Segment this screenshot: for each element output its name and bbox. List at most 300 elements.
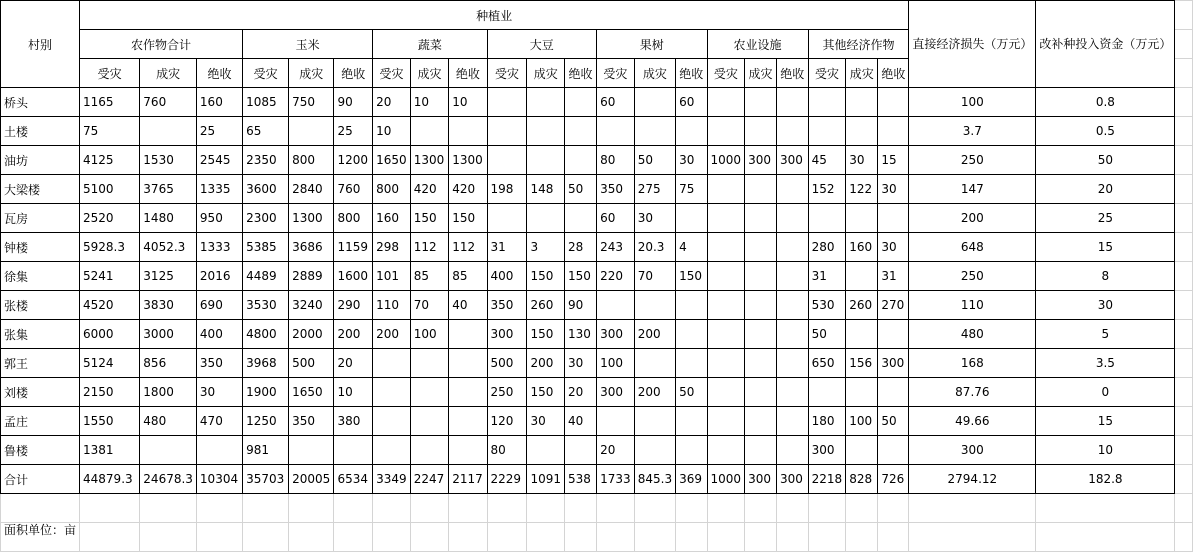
value-cell[interactable]: 1165	[80, 88, 140, 117]
village-cell[interactable]: 张楼	[1, 291, 80, 320]
value-cell[interactable]: 100	[410, 320, 448, 349]
value-cell[interactable]: 150	[676, 262, 707, 291]
value-cell[interactable]	[878, 436, 909, 465]
header-village[interactable]: 村别	[1, 1, 80, 88]
value-cell[interactable]: 50	[808, 320, 846, 349]
value-cell[interactable]: 160	[196, 88, 242, 117]
value-cell[interactable]	[565, 204, 597, 233]
value-cell[interactable]: 200	[634, 320, 675, 349]
value-cell[interactable]: 300	[878, 349, 909, 378]
value-cell[interactable]: 85	[410, 262, 448, 291]
value-cell[interactable]: 260	[846, 291, 878, 320]
empty-cell[interactable]	[676, 523, 707, 552]
value-cell[interactable]: 70	[634, 262, 675, 291]
value-cell[interactable]: 112	[449, 233, 487, 262]
loss-cell[interactable]: 147	[909, 175, 1036, 204]
value-cell[interactable]	[676, 407, 707, 436]
value-cell[interactable]: 2000	[289, 320, 334, 349]
value-cell[interactable]	[707, 117, 745, 146]
area-unit-note[interactable]: 面积单位：亩	[1, 523, 80, 552]
value-cell[interactable]: 198	[487, 175, 527, 204]
value-cell[interactable]	[676, 117, 707, 146]
value-cell[interactable]	[707, 262, 745, 291]
value-cell[interactable]: 6000	[80, 320, 140, 349]
value-cell[interactable]: 200	[634, 378, 675, 407]
invest-cell[interactable]: 0.8	[1036, 88, 1175, 117]
value-cell[interactable]: 1600	[334, 262, 373, 291]
village-cell[interactable]: 合计	[1, 465, 80, 494]
value-cell[interactable]	[745, 117, 777, 146]
value-cell[interactable]	[707, 233, 745, 262]
header-group-fruit[interactable]: 果树	[597, 30, 707, 59]
value-cell[interactable]: 160	[846, 233, 878, 262]
value-cell[interactable]: 3530	[243, 291, 289, 320]
village-cell[interactable]: 大梁楼	[1, 175, 80, 204]
invest-cell[interactable]: 0.5	[1036, 117, 1175, 146]
invest-cell[interactable]: 50	[1036, 146, 1175, 175]
village-cell[interactable]: 钟楼	[1, 233, 80, 262]
empty-cell[interactable]	[1175, 465, 1193, 494]
value-cell[interactable]	[634, 117, 675, 146]
value-cell[interactable]	[707, 378, 745, 407]
value-cell[interactable]: 2247	[410, 465, 448, 494]
subheader-failed[interactable]: 绝收	[776, 59, 808, 88]
value-cell[interactable]: 2350	[243, 146, 289, 175]
empty-cell[interactable]	[776, 523, 808, 552]
value-cell[interactable]: 160	[373, 204, 411, 233]
invest-cell[interactable]: 15	[1036, 233, 1175, 262]
invest-cell[interactable]: 182.8	[1036, 465, 1175, 494]
value-cell[interactable]: 150	[527, 378, 565, 407]
value-cell[interactable]: 2229	[487, 465, 527, 494]
header-planting[interactable]: 种植业	[80, 1, 909, 30]
value-cell[interactable]: 1381	[80, 436, 140, 465]
value-cell[interactable]: 44879.3	[80, 465, 140, 494]
empty-cell[interactable]	[1175, 291, 1193, 320]
value-cell[interactable]: 4052.3	[140, 233, 197, 262]
value-cell[interactable]: 538	[565, 465, 597, 494]
empty-cell[interactable]	[243, 523, 289, 552]
value-cell[interactable]	[373, 378, 411, 407]
value-cell[interactable]	[776, 262, 808, 291]
value-cell[interactable]: 1335	[196, 175, 242, 204]
subheader-affected[interactable]: 受灾	[80, 59, 140, 88]
value-cell[interactable]: 760	[140, 88, 197, 117]
value-cell[interactable]: 85	[449, 262, 487, 291]
value-cell[interactable]: 5928.3	[80, 233, 140, 262]
empty-cell[interactable]	[410, 494, 448, 523]
value-cell[interactable]: 30	[846, 146, 878, 175]
value-cell[interactable]: 40	[449, 291, 487, 320]
empty-cell[interactable]	[808, 523, 846, 552]
invest-cell[interactable]: 10	[1036, 436, 1175, 465]
value-cell[interactable]: 500	[289, 349, 334, 378]
invest-cell[interactable]: 3.5	[1036, 349, 1175, 378]
header-group-total[interactable]: 农作物合计	[80, 30, 243, 59]
subheader-affected[interactable]: 受灾	[373, 59, 411, 88]
value-cell[interactable]: 530	[808, 291, 846, 320]
empty-cell[interactable]	[1175, 436, 1193, 465]
value-cell[interactable]: 25	[334, 117, 373, 146]
empty-cell[interactable]	[1175, 1, 1193, 30]
value-cell[interactable]: 156	[846, 349, 878, 378]
value-cell[interactable]: 420	[410, 175, 448, 204]
value-cell[interactable]	[707, 204, 745, 233]
value-cell[interactable]: 120	[487, 407, 527, 436]
value-cell[interactable]	[289, 117, 334, 146]
value-cell[interactable]	[676, 204, 707, 233]
value-cell[interactable]	[846, 117, 878, 146]
value-cell[interactable]: 130	[565, 320, 597, 349]
value-cell[interactable]	[373, 349, 411, 378]
value-cell[interactable]: 5385	[243, 233, 289, 262]
value-cell[interactable]	[449, 117, 487, 146]
value-cell[interactable]	[808, 378, 846, 407]
value-cell[interactable]: 290	[334, 291, 373, 320]
value-cell[interactable]: 45	[808, 146, 846, 175]
empty-cell[interactable]	[243, 494, 289, 523]
loss-cell[interactable]: 200	[909, 204, 1036, 233]
subheader-disaster[interactable]: 成灾	[410, 59, 448, 88]
value-cell[interactable]: 50	[878, 407, 909, 436]
empty-cell[interactable]	[846, 494, 878, 523]
empty-cell[interactable]	[1, 494, 80, 523]
value-cell[interactable]	[565, 117, 597, 146]
value-cell[interactable]: 220	[597, 262, 635, 291]
value-cell[interactable]	[527, 146, 565, 175]
value-cell[interactable]: 3686	[289, 233, 334, 262]
value-cell[interactable]: 260	[527, 291, 565, 320]
value-cell[interactable]: 100	[597, 349, 635, 378]
loss-cell[interactable]: 250	[909, 146, 1036, 175]
value-cell[interactable]: 3000	[140, 320, 197, 349]
value-cell[interactable]: 1300	[449, 146, 487, 175]
value-cell[interactable]: 2016	[196, 262, 242, 291]
value-cell[interactable]: 300	[487, 320, 527, 349]
value-cell[interactable]: 4520	[80, 291, 140, 320]
value-cell[interactable]: 30	[878, 175, 909, 204]
value-cell[interactable]	[634, 88, 675, 117]
invest-cell[interactable]: 20	[1036, 175, 1175, 204]
value-cell[interactable]: 1650	[373, 146, 411, 175]
value-cell[interactable]	[776, 233, 808, 262]
value-cell[interactable]: 31	[487, 233, 527, 262]
value-cell[interactable]: 150	[449, 204, 487, 233]
value-cell[interactable]: 50	[676, 378, 707, 407]
value-cell[interactable]: 300	[597, 378, 635, 407]
empty-cell[interactable]	[1175, 320, 1193, 349]
value-cell[interactable]: 70	[410, 291, 448, 320]
value-cell[interactable]: 80	[487, 436, 527, 465]
value-cell[interactable]	[449, 349, 487, 378]
value-cell[interactable]	[745, 291, 777, 320]
value-cell[interactable]: 50	[565, 175, 597, 204]
value-cell[interactable]: 726	[878, 465, 909, 494]
value-cell[interactable]: 10	[449, 88, 487, 117]
empty-cell[interactable]	[1036, 494, 1175, 523]
value-cell[interactable]: 300	[776, 146, 808, 175]
subheader-affected[interactable]: 受灾	[597, 59, 635, 88]
value-cell[interactable]	[373, 436, 411, 465]
value-cell[interactable]: 1530	[140, 146, 197, 175]
empty-cell[interactable]	[1175, 262, 1193, 291]
empty-cell[interactable]	[707, 523, 745, 552]
empty-cell[interactable]	[1175, 117, 1193, 146]
value-cell[interactable]: 480	[140, 407, 197, 436]
value-cell[interactable]: 20	[597, 436, 635, 465]
value-cell[interactable]	[808, 117, 846, 146]
value-cell[interactable]: 1250	[243, 407, 289, 436]
value-cell[interactable]	[565, 88, 597, 117]
value-cell[interactable]: 3240	[289, 291, 334, 320]
value-cell[interactable]	[776, 320, 808, 349]
value-cell[interactable]: 40	[565, 407, 597, 436]
empty-cell[interactable]	[1175, 523, 1193, 552]
value-cell[interactable]: 65	[243, 117, 289, 146]
subheader-failed[interactable]: 绝收	[196, 59, 242, 88]
value-cell[interactable]	[707, 436, 745, 465]
header-group-facility[interactable]: 农业设施	[707, 30, 808, 59]
value-cell[interactable]	[597, 291, 635, 320]
value-cell[interactable]: 28	[565, 233, 597, 262]
value-cell[interactable]: 10	[410, 88, 448, 117]
subheader-failed[interactable]: 绝收	[334, 59, 373, 88]
value-cell[interactable]: 350	[487, 291, 527, 320]
value-cell[interactable]: 828	[846, 465, 878, 494]
value-cell[interactable]: 1000	[707, 146, 745, 175]
value-cell[interactable]: 200	[527, 349, 565, 378]
value-cell[interactable]	[565, 146, 597, 175]
value-cell[interactable]	[334, 436, 373, 465]
empty-cell[interactable]	[487, 523, 527, 552]
subheader-affected[interactable]: 受灾	[707, 59, 745, 88]
value-cell[interactable]: 1000	[707, 465, 745, 494]
value-cell[interactable]: 981	[243, 436, 289, 465]
value-cell[interactable]: 35703	[243, 465, 289, 494]
value-cell[interactable]: 20.3	[634, 233, 675, 262]
value-cell[interactable]	[745, 320, 777, 349]
value-cell[interactable]	[410, 407, 448, 436]
value-cell[interactable]	[196, 436, 242, 465]
loss-cell[interactable]: 648	[909, 233, 1036, 262]
value-cell[interactable]: 3830	[140, 291, 197, 320]
value-cell[interactable]: 1550	[80, 407, 140, 436]
value-cell[interactable]	[707, 175, 745, 204]
value-cell[interactable]	[634, 291, 675, 320]
empty-cell[interactable]	[80, 523, 140, 552]
value-cell[interactable]	[745, 378, 777, 407]
header-group-vegetable[interactable]: 蔬菜	[373, 30, 487, 59]
value-cell[interactable]	[745, 204, 777, 233]
value-cell[interactable]: 150	[527, 262, 565, 291]
value-cell[interactable]: 2117	[449, 465, 487, 494]
header-group-soybean[interactable]: 大豆	[487, 30, 597, 59]
value-cell[interactable]: 31	[808, 262, 846, 291]
empty-cell[interactable]	[289, 494, 334, 523]
value-cell[interactable]	[676, 436, 707, 465]
village-cell[interactable]: 刘楼	[1, 378, 80, 407]
value-cell[interactable]: 760	[334, 175, 373, 204]
value-cell[interactable]: 350	[597, 175, 635, 204]
village-cell[interactable]: 土楼	[1, 117, 80, 146]
subheader-failed[interactable]: 绝收	[565, 59, 597, 88]
empty-cell[interactable]	[1175, 233, 1193, 262]
value-cell[interactable]	[808, 204, 846, 233]
invest-cell[interactable]: 8	[1036, 262, 1175, 291]
empty-cell[interactable]	[565, 523, 597, 552]
value-cell[interactable]: 1200	[334, 146, 373, 175]
empty-cell[interactable]	[373, 523, 411, 552]
value-cell[interactable]: 1159	[334, 233, 373, 262]
value-cell[interactable]: 1900	[243, 378, 289, 407]
value-cell[interactable]: 300	[745, 146, 777, 175]
value-cell[interactable]	[745, 175, 777, 204]
value-cell[interactable]: 30	[878, 233, 909, 262]
value-cell[interactable]	[776, 436, 808, 465]
value-cell[interactable]	[846, 262, 878, 291]
invest-cell[interactable]: 25	[1036, 204, 1175, 233]
value-cell[interactable]: 1800	[140, 378, 197, 407]
value-cell[interactable]	[707, 88, 745, 117]
value-cell[interactable]	[846, 204, 878, 233]
subheader-affected[interactable]: 受灾	[808, 59, 846, 88]
value-cell[interactable]	[410, 436, 448, 465]
value-cell[interactable]	[487, 146, 527, 175]
value-cell[interactable]: 350	[196, 349, 242, 378]
value-cell[interactable]	[527, 204, 565, 233]
empty-cell[interactable]	[1175, 378, 1193, 407]
value-cell[interactable]: 3968	[243, 349, 289, 378]
empty-cell[interactable]	[565, 494, 597, 523]
value-cell[interactable]	[449, 378, 487, 407]
value-cell[interactable]: 2150	[80, 378, 140, 407]
value-cell[interactable]: 950	[196, 204, 242, 233]
value-cell[interactable]	[776, 349, 808, 378]
value-cell[interactable]: 5241	[80, 262, 140, 291]
value-cell[interactable]	[878, 378, 909, 407]
value-cell[interactable]: 300	[808, 436, 846, 465]
value-cell[interactable]: 243	[597, 233, 635, 262]
empty-cell[interactable]	[1175, 175, 1193, 204]
value-cell[interactable]: 4800	[243, 320, 289, 349]
value-cell[interactable]: 3125	[140, 262, 197, 291]
value-cell[interactable]	[878, 204, 909, 233]
value-cell[interactable]: 3600	[243, 175, 289, 204]
value-cell[interactable]: 1733	[597, 465, 635, 494]
value-cell[interactable]: 650	[808, 349, 846, 378]
empty-cell[interactable]	[745, 523, 777, 552]
village-cell[interactable]: 鲁楼	[1, 436, 80, 465]
value-cell[interactable]	[634, 349, 675, 378]
value-cell[interactable]: 2545	[196, 146, 242, 175]
value-cell[interactable]: 20	[334, 349, 373, 378]
empty-cell[interactable]	[1175, 204, 1193, 233]
subheader-failed[interactable]: 绝收	[878, 59, 909, 88]
empty-cell[interactable]	[196, 494, 242, 523]
value-cell[interactable]	[776, 378, 808, 407]
empty-cell[interactable]	[1175, 88, 1193, 117]
value-cell[interactable]	[776, 291, 808, 320]
value-cell[interactable]: 369	[676, 465, 707, 494]
value-cell[interactable]	[707, 349, 745, 378]
value-cell[interactable]: 152	[808, 175, 846, 204]
empty-cell[interactable]	[878, 523, 909, 552]
loss-cell[interactable]: 300	[909, 436, 1036, 465]
value-cell[interactable]: 6534	[334, 465, 373, 494]
value-cell[interactable]: 90	[334, 88, 373, 117]
value-cell[interactable]	[634, 436, 675, 465]
empty-cell[interactable]	[373, 494, 411, 523]
value-cell[interactable]: 275	[634, 175, 675, 204]
value-cell[interactable]: 150	[527, 320, 565, 349]
empty-cell[interactable]	[527, 494, 565, 523]
invest-cell[interactable]: 15	[1036, 407, 1175, 436]
value-cell[interactable]	[634, 407, 675, 436]
value-cell[interactable]	[487, 88, 527, 117]
village-cell[interactable]: 徐集	[1, 262, 80, 291]
subheader-failed[interactable]: 绝收	[449, 59, 487, 88]
value-cell[interactable]	[527, 436, 565, 465]
empty-cell[interactable]	[196, 523, 242, 552]
value-cell[interactable]: 20	[565, 378, 597, 407]
value-cell[interactable]: 800	[334, 204, 373, 233]
value-cell[interactable]: 1085	[243, 88, 289, 117]
value-cell[interactable]	[707, 291, 745, 320]
value-cell[interactable]: 845.3	[634, 465, 675, 494]
empty-cell[interactable]	[1175, 146, 1193, 175]
value-cell[interactable]: 400	[487, 262, 527, 291]
value-cell[interactable]: 750	[289, 88, 334, 117]
empty-cell[interactable]	[140, 523, 197, 552]
value-cell[interactable]: 2218	[808, 465, 846, 494]
empty-cell[interactable]	[878, 494, 909, 523]
value-cell[interactable]	[140, 117, 197, 146]
value-cell[interactable]	[846, 88, 878, 117]
value-cell[interactable]: 100	[846, 407, 878, 436]
value-cell[interactable]: 10	[334, 378, 373, 407]
subheader-disaster[interactable]: 成灾	[745, 59, 777, 88]
value-cell[interactable]	[745, 262, 777, 291]
value-cell[interactable]: 20005	[289, 465, 334, 494]
subheader-disaster[interactable]: 成灾	[527, 59, 565, 88]
header-invest[interactable]: 改补种投入资金（万元）	[1036, 1, 1175, 88]
value-cell[interactable]: 30	[634, 204, 675, 233]
invest-cell[interactable]: 0	[1036, 378, 1175, 407]
value-cell[interactable]: 200	[373, 320, 411, 349]
empty-cell[interactable]	[634, 523, 675, 552]
value-cell[interactable]: 30	[676, 146, 707, 175]
value-cell[interactable]: 1650	[289, 378, 334, 407]
value-cell[interactable]: 75	[676, 175, 707, 204]
value-cell[interactable]: 270	[878, 291, 909, 320]
value-cell[interactable]: 300	[776, 465, 808, 494]
value-cell[interactable]	[487, 117, 527, 146]
subheader-affected[interactable]: 受灾	[243, 59, 289, 88]
value-cell[interactable]	[776, 117, 808, 146]
value-cell[interactable]	[373, 407, 411, 436]
value-cell[interactable]: 30	[565, 349, 597, 378]
value-cell[interactable]	[878, 88, 909, 117]
value-cell[interactable]: 150	[565, 262, 597, 291]
value-cell[interactable]: 50	[634, 146, 675, 175]
value-cell[interactable]: 690	[196, 291, 242, 320]
village-cell[interactable]: 桥头	[1, 88, 80, 117]
value-cell[interactable]	[745, 349, 777, 378]
value-cell[interactable]	[410, 349, 448, 378]
value-cell[interactable]: 60	[597, 88, 635, 117]
value-cell[interactable]: 15	[878, 146, 909, 175]
value-cell[interactable]: 25	[196, 117, 242, 146]
